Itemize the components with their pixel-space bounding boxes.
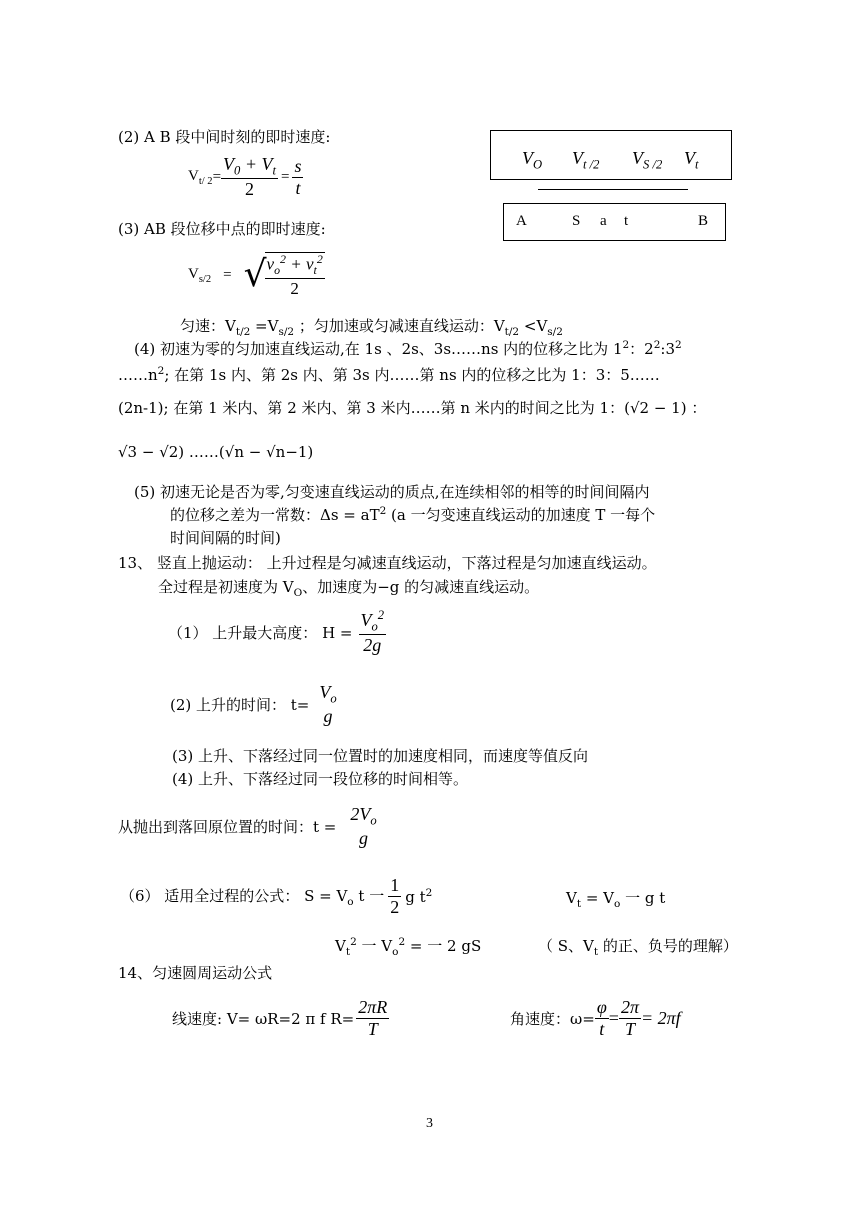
section-2-title: (2) A B 段中间时刻的即时速度: bbox=[118, 128, 331, 146]
section-5-line2: 的位移之差为一常数：$\Delta s = aT^2$ (a 一匀变速直线运动的加速度 T 一每个 bbox=[170, 505, 656, 524]
page-number: 3 bbox=[426, 1116, 433, 1131]
fraction-2pir-t: $\frac{2\pi R}{T}$ bbox=[358, 996, 388, 1039]
formula-max-height: （1） 上升最大高度： H = $\frac{V_o^2}{2g}$ bbox=[168, 608, 385, 656]
label-t: t bbox=[624, 213, 629, 229]
section-13-line2: 全过程是初速度为 $V_O$、加速度为−g 的匀减速直线运动。 bbox=[158, 578, 540, 599]
fraction-2pi-t: $\frac{2\pi}{T}$ bbox=[620, 996, 639, 1039]
diagram-divider-line bbox=[538, 189, 688, 190]
fraction-t-rise: $V_o$ g bbox=[319, 681, 337, 726]
uniform-comparison: 匀速：$V_{t/2} =V_{s/2}$ ；匀加速或匀减速直线运动：$V_{t/2} <V_{s/2}$ bbox=[180, 317, 563, 338]
label-vt: $V_t$ bbox=[684, 148, 699, 172]
fraction-s-t: $\frac{s}{t}$ bbox=[294, 155, 302, 198]
section-14-title: 14、匀速圆周运动公式 bbox=[118, 964, 273, 982]
section-13-line1: 13、 竖直上抛运动： 上升过程是匀减速直线运动，下落过程是匀加速直线运动。 bbox=[118, 554, 657, 572]
section-4-line2: $\dots\dots n^2$; 在第 1s 内、第 2s 内、第 3s 内……第 ns 内的位移之比为 1：3：5…… bbox=[118, 365, 660, 384]
formula-rise-time: (2) 上升的时间： t= $V_o$ g bbox=[170, 681, 337, 726]
formula-linear-velocity: 线速度: V= ωR=2 π f R= $\frac{2\pi R}{T}$ bbox=[172, 996, 388, 1039]
sign-note: （ S、$V_t$ 的正、负号的理解） bbox=[538, 937, 738, 958]
label-b: B bbox=[698, 213, 709, 229]
fraction-half: $\frac{1}{2}$ bbox=[390, 874, 400, 917]
section-3-title: (3) AB 段位移中点的即时速度: bbox=[118, 220, 326, 238]
formula-angular-velocity: 角速度：ω= $\frac{\varphi}{t}$ = $\frac{2\pi}{T}$ = 2πf bbox=[510, 996, 681, 1039]
section-5-line1: (5) 初速无论是否为零,匀变速直线运动的质点,在连续相邻的相等的时间间隔内 bbox=[134, 483, 650, 501]
sqrt-icon: √ bbox=[243, 254, 267, 295]
fraction-sqrt: $\frac{v_o^2 + v_t^2}{2}$ bbox=[266, 251, 323, 298]
label-s: S bbox=[572, 213, 581, 229]
section-13-item4: (4) 上升、下落经过同一段位移的时间相等。 bbox=[172, 770, 469, 788]
fraction-phi-t: $\frac{\varphi}{t}$ bbox=[596, 996, 607, 1039]
section-4-line1: (4) 初速为零的匀加速直线运动,在 1s 、2s、3s……ns 内的位移之比为 $1^2$：$2^2:3^2$ bbox=[134, 339, 682, 358]
section-4-line3: (2n-1); 在第 1 米内、第 2 米内、第 3 米内……第 n 米内的时间之比为 1：(√2 − 1) ： bbox=[118, 399, 707, 417]
formula-whole-process: （6） 适用全过程的公式： $S = V_o$ t 一 $\frac{1}{2}$ g $t^2$ bbox=[120, 874, 433, 917]
fraction-v0-vt: $\frac{V_0 + V_t}{2}$ bbox=[223, 154, 276, 200]
label-a-accel: a bbox=[600, 213, 607, 229]
section-5-line3: 时间间隔的时间) bbox=[170, 529, 281, 547]
label-a: A bbox=[516, 213, 527, 229]
section-13-item3: (3) 上升、下落经过同一位置时的加速度相同，而速度等值反向 bbox=[172, 747, 589, 765]
fraction-h: $\frac{V_o^2}{2g}$ bbox=[360, 608, 385, 656]
formula-return-time: 从抛出到落回原位置的时间：t = $2V_o$ g bbox=[118, 803, 377, 848]
formula-vs2: $V_{s/2}$ = √ $\frac{v_o^2 + v_t^2}{2}$ bbox=[188, 251, 323, 298]
label-vo: $V_O$ bbox=[522, 148, 543, 172]
segment-diagram-box bbox=[503, 203, 726, 241]
formula-vt-squared: $V_t^2$ 一 $V_o^2$ = 一 2 gS bbox=[335, 936, 482, 958]
formula-vt2: $V_{t/ 2}$ = $\frac{V_0 + V_t}{2}$ = $\frac{s}{t}$ bbox=[188, 154, 302, 200]
formula-vt: $V_t = V_o$ 一 g t bbox=[566, 889, 666, 910]
label-vs2: $V_{S /2}$ bbox=[632, 148, 663, 172]
section-4-line4: √3 − √2) ……(√n − √n−1) bbox=[118, 443, 314, 461]
fraction-return: $2V_o$ g bbox=[350, 803, 377, 848]
label-vt2: $V_{t /2}$ bbox=[572, 148, 600, 172]
